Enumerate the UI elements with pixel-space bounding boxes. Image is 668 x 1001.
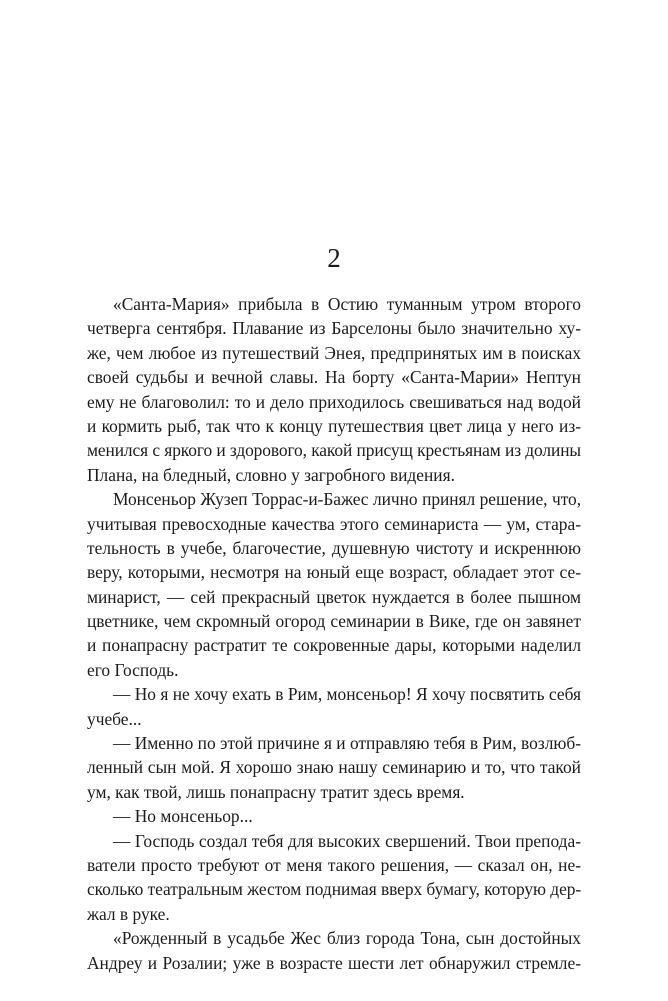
text-line: и понапрасну растратит те сокровенные дары, которыми наделил xyxy=(87,635,581,656)
text-line: «Санта-Мария» прибыла в Остию туманным утром второго xyxy=(113,294,581,314)
text-line: Монсеньор Жузеп Торрас-и-Бажес лично принял решение, что, xyxy=(113,489,581,510)
text-line: ум, как твой, лишь понапрасну тратит здесь время. xyxy=(87,781,465,802)
chapter-number: 2 xyxy=(327,243,341,273)
text-line: учитывая превосходные качества этого семинариста — ум, стара- xyxy=(87,513,581,534)
text-line: его Господь. xyxy=(87,659,179,680)
text-line: сколько театральным жестом поднимая вверх бумагу, которую дер- xyxy=(87,879,582,900)
text-line: «Рожденный в усадьбе Жес близ города Тона, сын достойных xyxy=(113,928,581,949)
text-line: четверга сентября. Плавание из Барселоны было значительно ху- xyxy=(87,318,581,339)
text-line: ленный сын мой. Я хорошо знаю нашу семинарию и то, что такой xyxy=(87,757,581,778)
text-line: менился с яркого и здорового, какой присущ крестьянам из долины xyxy=(87,440,581,461)
text-line: ватели просто требуют от меня такого решения, — сказал он, не- xyxy=(87,854,581,875)
text-line: — Господь создал тебя для высоких свершений. Твои препода- xyxy=(113,830,581,851)
text-line: — Но монсеньор... xyxy=(113,806,253,827)
text-line: своей судьбы и вечной славы. На борту «Санта-Марии» Нептун xyxy=(87,367,581,388)
text-line: Андреу и Розалии; уже в возрасте шести лет обнаружил стремле- xyxy=(87,952,581,973)
text-line: веру, которыми, несмотря на юный еще возраст, обладает этот се- xyxy=(87,562,581,583)
text-line: Плана, на бледный, словно у загробного видения. xyxy=(87,464,455,485)
text-line: — Именно по этой причине я и отправляю тебя в Рим, возлюб- xyxy=(113,733,582,754)
text-line: минарист, — сей прекрасный цветок нуждается в более пышном xyxy=(87,586,581,607)
text-line: и кормить рыб, так что к концу путешествия цвет лица у него из- xyxy=(87,415,581,436)
text-line: — Но я не хочу ехать в Рим, монсеньор! Я хочу посвятить себя xyxy=(113,684,581,705)
text-line: ему не благоволил: то и дело приходилось свешиваться над водой xyxy=(87,391,581,412)
text-line: тельность в учебе, благочестие, душевную чистоту и искреннюю xyxy=(87,537,581,558)
text-line: же, чем любое из путешествий Энея, предпринятых им в поисках xyxy=(87,342,581,363)
text-line: цветнике, чем скромный огород семинарии в Вике, где он завянет xyxy=(87,611,581,632)
text-line: жал в руке. xyxy=(87,903,170,924)
body-text xyxy=(87,292,581,975)
text-line: учебе... xyxy=(87,708,142,729)
